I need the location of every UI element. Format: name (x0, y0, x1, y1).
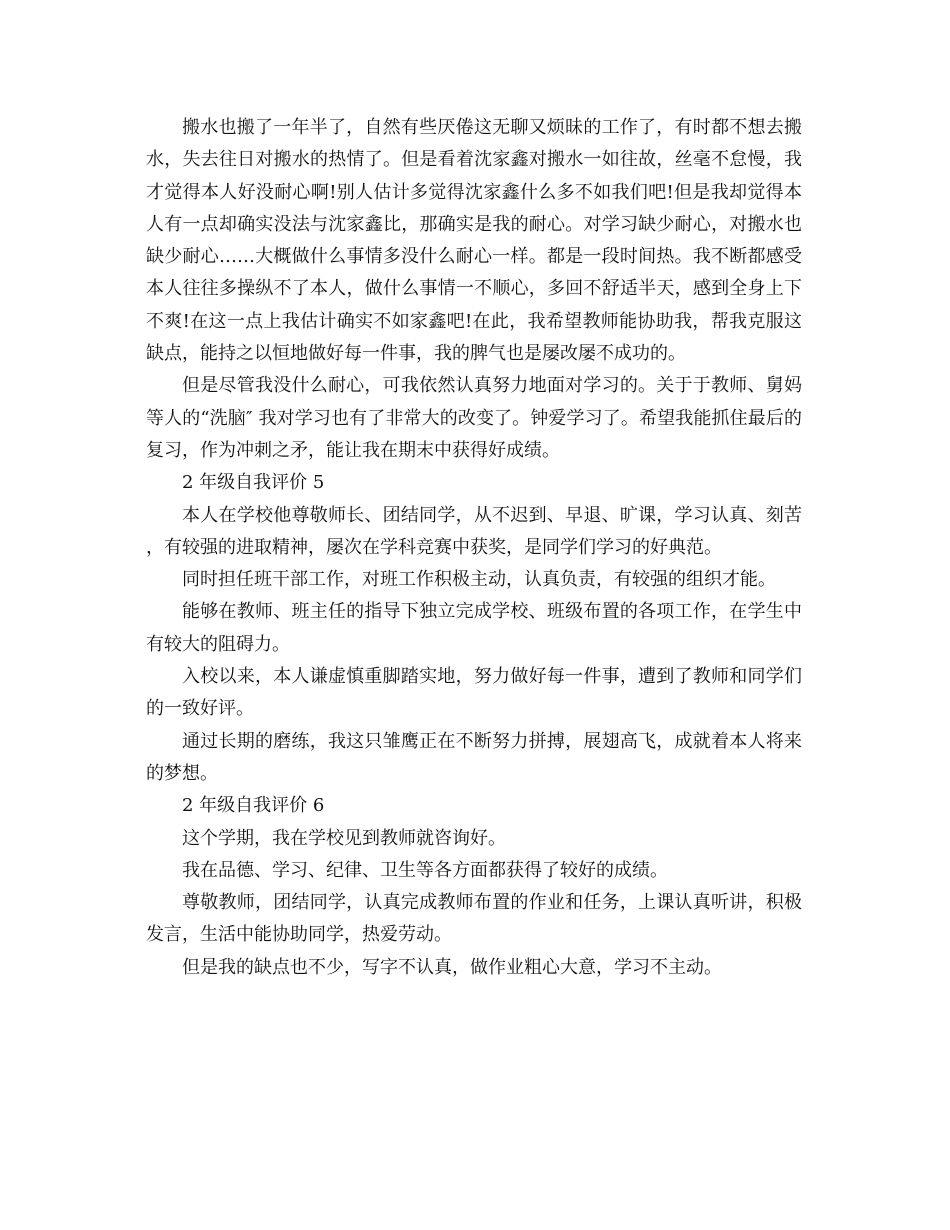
paragraph: 本人在学校他尊敬师长、团结同学，从不迟到、早退、旷课，学习认真、刻苦，有较强的进取精神，屡次在学科竞赛中获奖，是同学们学习的好典范。 (146, 504, 802, 558)
section-heading: 2 年级自我评价 6 (182, 795, 325, 817)
paragraph: 但是我的缺点也不少，写字不认真，做作业粗心大意，学习不主动。 (182, 956, 722, 978)
paragraph: 这个学期，我在学校见到教师就咨询好。 (182, 827, 506, 849)
paragraph: 我在品德、学习、纪律、卫生等各方面都获得了较好的成绩。 (182, 859, 668, 881)
paragraph: 搬水也搬了一年半了，自然有些厌倦这无聊又烦昧的工作了，有时都不想去搬水，失去往日对搬水的热情了。但是看着沈家鑫对搬水一如往故，丝毫不怠慢，我才觉得本人好没耐心啊!别人估计多觉得沈家鑫什么多不如我们吧!但是我却觉得本人有一点却确实没法与沈家鑫比，那确实是我的耐心。对学习缺少耐心，对搬水也缺少耐心……大概做什么事情多没什么耐心一样。都是一段时间热。我不断都感受本人往往多操纵不了本人，做什么事情一不顺心，多回不舒适半天，感到全身上下不爽!在这一点上我估计确实不如家鑫吧!在此，我希望教师能协助我，帮我克服这缺点，能持之以恒地做好每一件事，我的脾气也是屡改屡不成功的。 (146, 117, 802, 365)
paragraph: 同时担任班干部工作，对班工作积极主动，认真负责，有较强的组织才能。 (182, 569, 776, 591)
paragraph: 通过长期的磨练，我这只雏鹰正在不断努力拼搏，展翅高飞，成就着本人将来的梦想。 (146, 730, 802, 784)
section-heading: 2 年级自我评价 5 (182, 472, 325, 494)
paragraph: 但是尽管我没什么耐心，可我依然认真努力地面对学习的。关于于教师、舅妈等人的“洗脑″ 我对学习也有了非常大的改变了。钟爱学习了。希望我能抓住最后的复习，作为冲刺之矛，能让我在期末中获得好成绩。 (146, 375, 802, 461)
paragraph: 入校以来，本人谦虚慎重脚踏实地，努力做好每一件事，遭到了教师和同学们的一致好评。 (146, 666, 802, 720)
paragraph: 能够在教师、班主任的指导下独立完成学校、班级布置的各项工作，在学生中有较大的阻碍力。 (146, 601, 802, 655)
document-page (146, 112, 802, 984)
paragraph: 尊敬教师，团结同学，认真完成教师布置的作业和任务，上课认真听讲，积极发言，生活中能协助同学，热爱劳动。 (146, 892, 802, 946)
